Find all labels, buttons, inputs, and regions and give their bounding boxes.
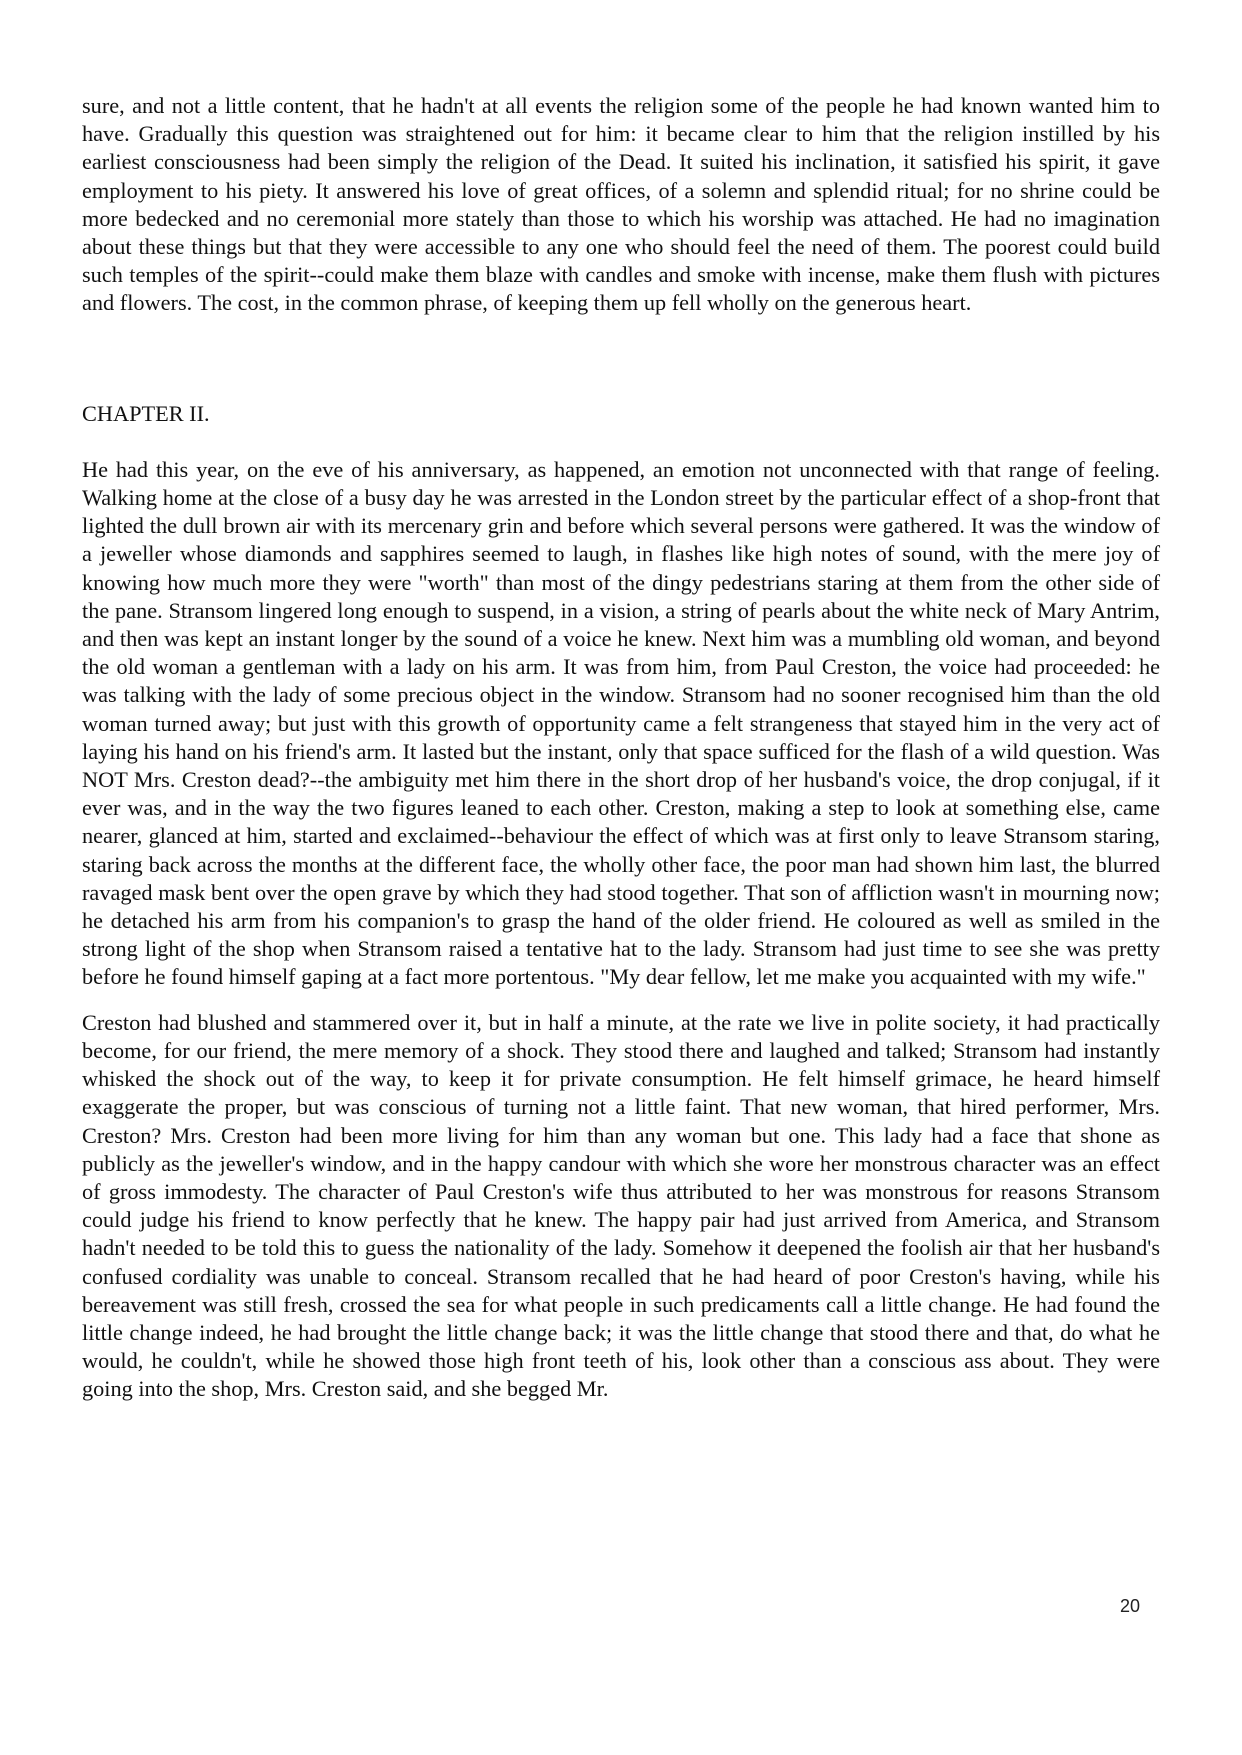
paragraph: sure, and not a little content, that he hadn't at all events the religion some of the people he had known wanted him to have. Gradually this question was straightened out for him: it became clear to him that the religion instilled by his earliest consciousness had been simply the religion of the Dead. It suited his inclination, it satisfied his spirit, it gave employment to his piety. It answered his love of great offices, of a solemn and splendid ritual; for no shrine could be more bedecked and no ceremonial more stately than those to which his worship was attached. He had no imagination about these things but that they were accessible to any one who should feel the need of them. The poorest could build such temples of the spirit--could make them blaze with candles and smoke with incense, make them flush with pictures and flowers. The cost, in the common phrase, of keeping them up fell wholly on the generous heart. (82, 93, 1160, 316)
paragraph: He had this year, on the eve of his anniversary, as happened, an emotion not unconnected with that range of feeling. Walking home at the close of a busy day he was arrested in the London street by the particular effect of a shop-front that lighted the dull brown air with its mercenary grin and before which several persons were gathered. It was the window of a jeweller whose diamonds and sapphires seemed to laugh, in flashes like high notes of sound, with the mere joy of knowing how much more they were "worth" than most of the dingy pedestrians staring at them from the other side of the pane. Stransom lingered long enough to suspend, in a vision, a string of pearls about the white neck of Mary Antrim, and then was kept an instant longer by the sound of a voice he knew. Next him was a mumbling old woman, and beyond the old woman a gentleman with a lady on his arm. It was from him, from Paul Creston, the voice had proceeded: he was talking with the lady of some precious object in the window. Stransom had no sooner recognised him than the old woman turned away; but just with this growth of opportunity came a felt strangeness that stayed him in the very act of laying his hand on his friend's arm. It lasted but the instant, only that space sufficed for the flash of a wild question. Was NOT Mrs. Creston dead?--the ambiguity met him there in the short drop of her husband's voice, the drop conjugal, if it ever was, and in the way the two figures leaned to each other. Creston, making a step to look at something else, came nearer, glanced at him, started and exclaimed--behaviour the effect of which was at first only to leave Stransom staring, staring back across the months at the different face, the wholly other face, the poor man had shown him last, the blurred ravaged mask bent over the open grave by which they had stood together. That son of affliction wasn't in mourning now; he detached his arm from his companion's to grasp the hand of the older friend. He coloured as well as smiled in the strong light of the shop when Stransom raised a tentative hat to the lady. Stransom had just time to see she was pretty before he found himself gaping at a fact more portentous. "My dear fellow, let me make you acquainted with my wife." (82, 456, 1160, 990)
chapter-heading: CHAPTER II. (82, 400, 210, 426)
document-page (82, 92, 1160, 1404)
page-number: 20 (1120, 1596, 1141, 1616)
paragraph: Creston had blushed and stammered over it, but in half a minute, at the rate we live in polite society, it had practically become, for our friend, the mere memory of a shock. They stood there and laughed and talked; Stransom had instantly whisked the shock out of the way, to keep it for private consumption. He felt himself grimace, he heard himself exaggerate the proper, but was conscious of turning not a little faint. That new woman, that hired performer, Mrs. Creston? Mrs. Creston had been more living for him than any woman but one. This lady had a face that shone as publicly as the jeweller's window, and in the happy candour with which she wore her monstrous character was an effect of gross immodesty. The character of Paul Creston's wife thus attributed to her was monstrous for reasons Stransom could judge his friend to know perfectly that he knew. The happy pair had just arrived from America, and Stransom hadn't needed to be told this to guess the nationality of the lady. Somehow it deepened the foolish air that her husband's confused cordiality was unable to conceal. Stransom recalled that he had heard of poor Creston's having, while his bereavement was still fresh, crossed the sea for what people in such predicaments call a little change. He had found the little change indeed, he had brought the little change back; it was the little change that stood there and that, do what he would, he couldn't, while he showed those high front teeth of his, look other than a conscious ass about. They were going into the shop, Mrs. Creston said, and she begged Mr. (82, 1009, 1160, 1402)
